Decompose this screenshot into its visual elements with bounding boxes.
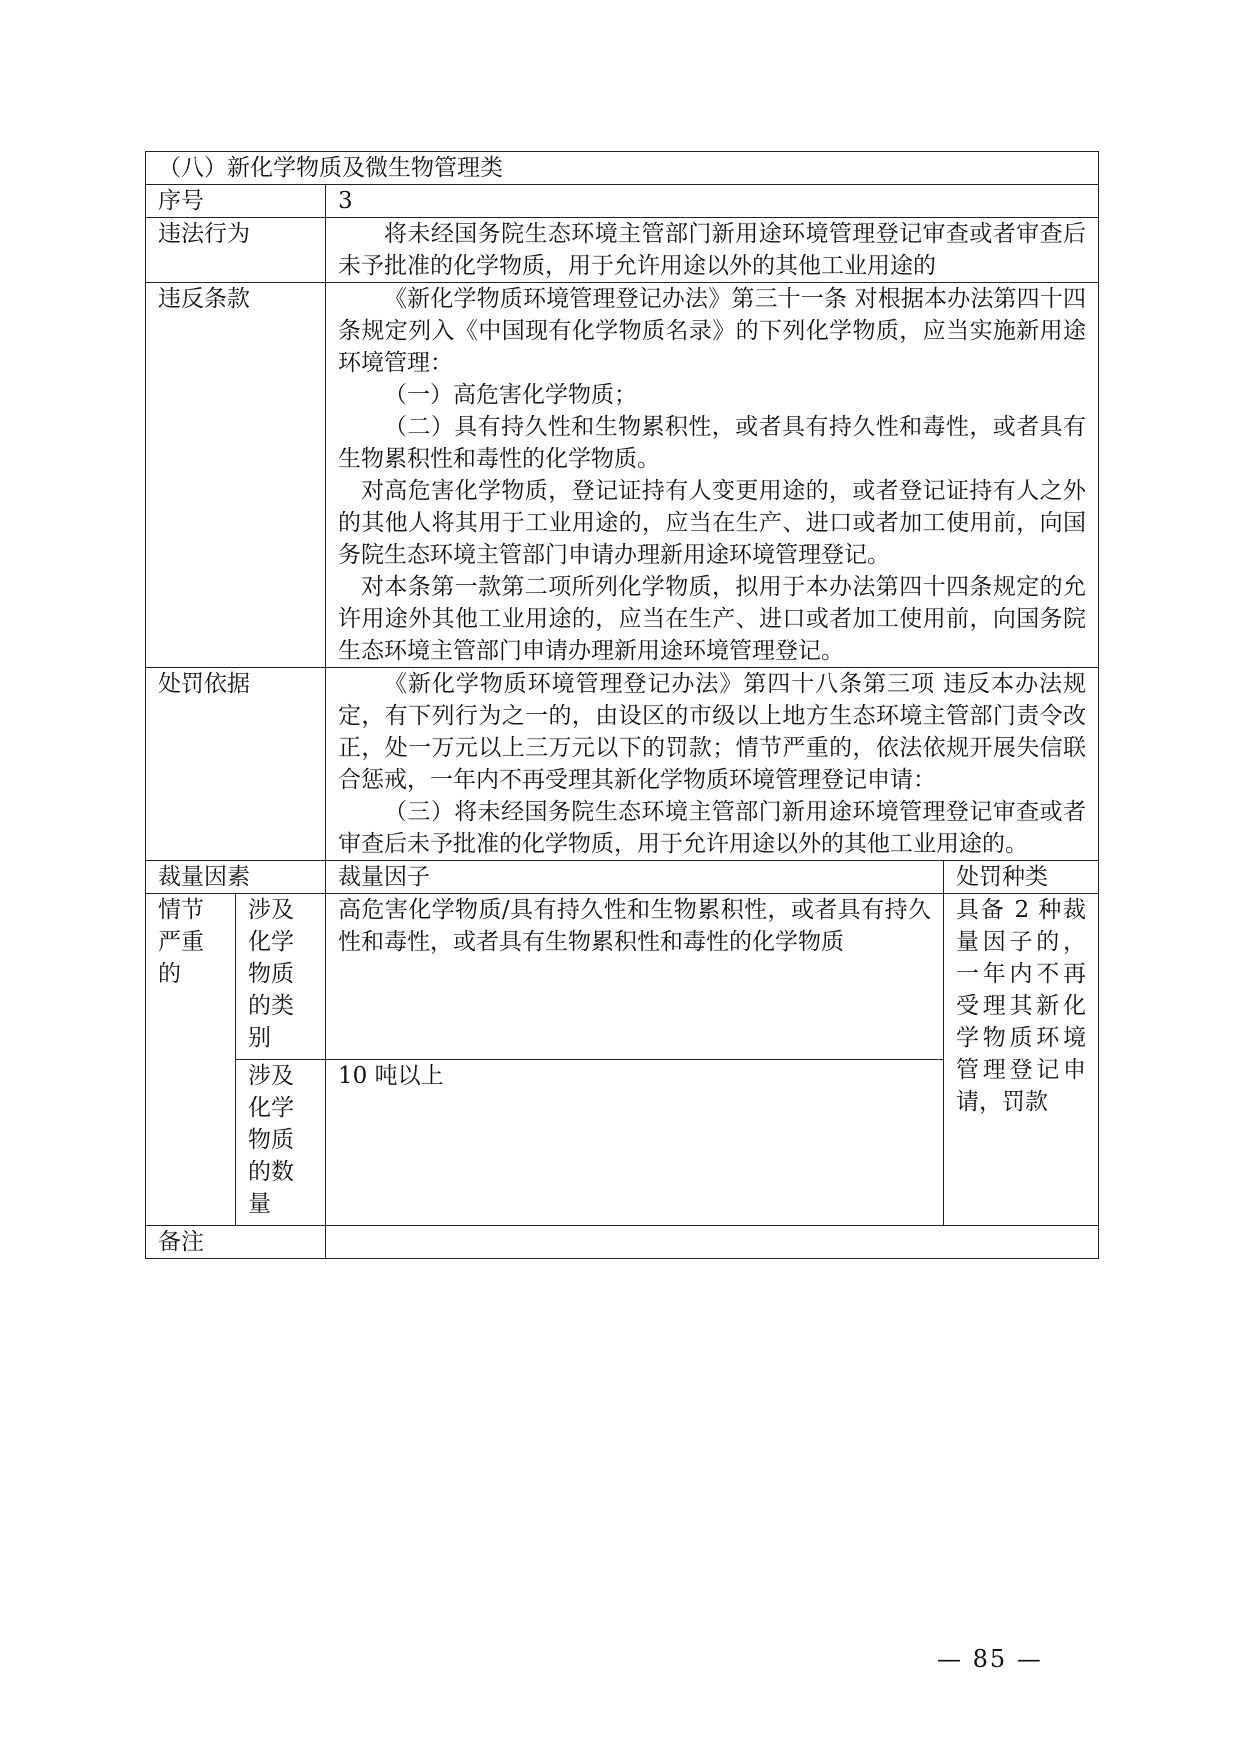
factor2-label: 涉及化学物质的数量	[248, 1063, 294, 1217]
section-title: （八）新化学物质及微生物管理类	[146, 152, 1099, 185]
factor2-value: 10 吨以上	[326, 1060, 944, 1226]
discretion-factor-header: 裁量因子	[326, 861, 944, 894]
clause-content	[326, 283, 1099, 668]
discretion-factors-label: 裁量因素	[146, 861, 326, 894]
factor2-label-cell	[236, 1060, 326, 1226]
penalty-basis-content	[326, 668, 1099, 861]
factor1-label-cell	[236, 894, 326, 1060]
remarks-label: 备注	[146, 1226, 326, 1259]
remarks-row	[146, 1226, 1099, 1259]
penalty-basis-row	[146, 668, 1099, 861]
penalty-type-value: 具备 2 种裁量因子的，一年内不再受理其新化学物质环境管理登记申请，罚款	[944, 894, 1099, 1226]
clause-paragraph: 《新化学物质环境管理登记办法》第三十一条 对根据本办法第四十四条规定列入《中国现有化学物质名录》的下列化学物质，应当实施新用途环境管理：	[338, 286, 1086, 376]
violation-text: 将未经国务院生态环境主管部门新用途环境管理登记审查或者审查后未予批准的化学物质，用于允许用途以外的其他工业用途的	[338, 221, 1086, 279]
clause-paragraph: （二）具有持久性和生物累积性，或者具有持久性和毒性，或者具有生物累积性和毒性的化学物质。	[338, 414, 1086, 472]
discretion-header-row	[146, 861, 1099, 894]
penalty-type-header: 处罚种类	[944, 861, 1099, 894]
clause-label: 违反条款	[146, 283, 326, 668]
serial-value: 3	[326, 185, 1099, 218]
violation-row	[146, 218, 1099, 283]
remarks-value	[326, 1226, 1099, 1259]
serial-row	[146, 185, 1099, 218]
penalty-basis-paragraph: （三）将未经国务院生态环境主管部门新用途环境管理登记审查或者审查后未予批准的化学物质，用于允许用途以外的其他工业用途的。	[338, 799, 1086, 857]
penalty-basis-label: 处罚依据	[146, 668, 326, 861]
section-title-row	[146, 152, 1099, 185]
clause-paragraph: 对本条第一款第二项所列化学物质，拟用于本办法第四十四条规定的允许用途外其他工业用途的，应当在生产、进口或者加工使用前，向国务院生态环境主管部门申请办理新用途环境管理登记。	[338, 574, 1086, 664]
clause-row	[146, 283, 1099, 668]
penalty-basis-paragraph: 《新化学物质环境管理登记办法》第四十八条第三项 违反本办法规定，有下列行为之一的，由设区的市级以上地方生态环境主管部门责令改正，处一万元以上三万元以下的罚款；情节严重的，依法依规开展失信联合惩戒，一年内不再受理其新化学物质环境管理登记申请：	[338, 671, 1086, 793]
severity-label: 情节严重的	[158, 897, 204, 987]
factor1-value: 高危害化学物质/具有持久性和生物累积性，或者具有持久性和毒性，或者具有生物累积性和毒性的化学物质	[326, 894, 944, 1060]
serial-label: 序号	[146, 185, 326, 218]
penalty-standard-table	[145, 151, 1099, 1259]
factor1-label: 涉及化学物质的类别	[248, 897, 294, 1051]
clause-paragraph: 对高危害化学物质，登记证持有人变更用途的，或者登记证持有人之外的其他人将其用于工业用途的，应当在生产、进口或者加工使用前，向国务院生态环境主管部门申请办理新用途环境管理登记。	[338, 478, 1086, 568]
clause-paragraph: （一）高危害化学物质；	[384, 382, 637, 408]
page-number: — 85 —	[937, 1645, 1043, 1673]
factor-row	[146, 894, 1099, 1060]
severity-cell	[146, 894, 236, 1226]
violation-label: 违法行为	[146, 218, 326, 283]
